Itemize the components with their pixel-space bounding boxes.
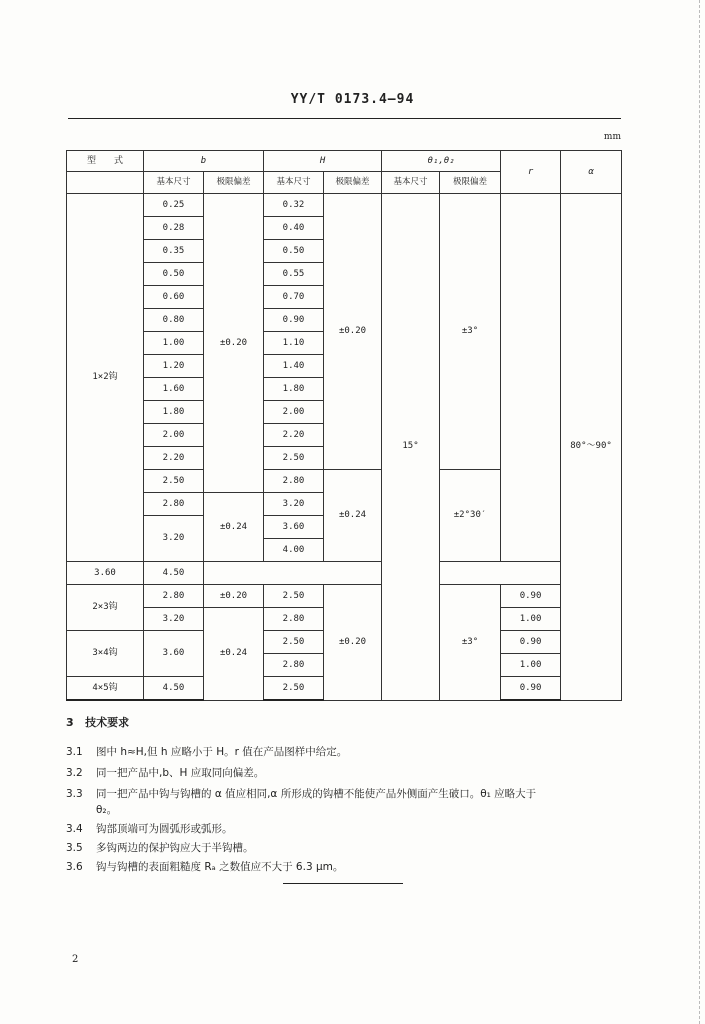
r-blank-cell (501, 194, 561, 562)
requirement-text: θ₂。 (96, 804, 118, 816)
requirement-text: 钩部顶端可为圆弧形或弧形。 (96, 823, 233, 835)
H-tol-cell: ±0.20 (324, 585, 382, 701)
requirement-item (66, 765, 626, 780)
r-cell: 0.90 (501, 677, 561, 701)
requirement-item (66, 840, 626, 855)
requirement-text: 多钩两边的保护钩应大于半钩槽。 (96, 842, 254, 854)
H-cell: 2.00 (264, 401, 324, 424)
col-r-header: r (501, 151, 561, 194)
H-cell: 2.80 (264, 470, 324, 493)
requirement-text: 钩与钩槽的表面粗糙度 Rₐ 之数值应不大于 6.3 μm。 (96, 861, 344, 873)
requirement-number: 3.4 (66, 823, 83, 835)
H-cell: 1.10 (264, 332, 324, 355)
b-cell: 0.28 (144, 217, 204, 240)
unit-label: mm (603, 132, 621, 142)
theta-tol-cell: ±3° (440, 194, 501, 470)
b-cell: 3.60 (67, 562, 144, 585)
H-cell: 2.20 (264, 424, 324, 447)
section-number: 3 (66, 716, 74, 729)
col-H-header: H (264, 151, 382, 172)
col-theta-header: θ₁,θ₂ (382, 151, 501, 172)
header-rule (68, 118, 621, 119)
H-cell: 4.50 (144, 562, 204, 585)
b-cell: 3.60 (144, 631, 204, 677)
col-type-header: 型 式 (67, 151, 144, 172)
group-label: 2×3钩 (67, 585, 144, 631)
theta-basic-cell: 15° (382, 194, 440, 701)
alpha-cell: 80°～90° (561, 194, 622, 701)
dimension-table (66, 150, 622, 701)
H-tol-cell: ±0.20 (324, 194, 382, 470)
b-cell: 1.00 (144, 332, 204, 355)
group-label: 3×4钩 (67, 631, 144, 677)
b-cell: 4.50 (144, 677, 204, 701)
requirement-text: 同一把产品中,b、H 应取同向偏差。 (96, 767, 265, 779)
H-cell: 0.40 (264, 217, 324, 240)
r-cell: 1.00 (501, 608, 561, 631)
theta-tol-cell: ±2°30′ (440, 470, 501, 562)
requirement-item (66, 859, 626, 874)
group-label: 4×5钩 (67, 677, 144, 701)
page-number: 2 (72, 954, 79, 965)
H-cell: 3.20 (264, 493, 324, 516)
end-rule (283, 883, 403, 884)
H-cell: 2.50 (264, 585, 324, 608)
b-tol-cell: ±0.20 (204, 194, 264, 493)
H-cell: 4.00 (264, 539, 324, 562)
b-cell: 1.20 (144, 355, 204, 378)
standard-header: YY/T 0173.4—94 (290, 92, 415, 107)
col-alpha-header: α (561, 151, 622, 194)
theta-tol-header: 极限偏差 (440, 172, 501, 194)
b-tol-cell: ±0.24 (204, 493, 264, 562)
H-tol-header: 极限偏差 (324, 172, 382, 194)
H-cell: 0.70 (264, 286, 324, 309)
H-cell: 2.50 (264, 677, 324, 701)
requirement-text: 图中 h≈H,但 h 应略小于 H。r 值在产品图样中给定。 (96, 746, 348, 758)
H-cell: 2.50 (264, 631, 324, 654)
b-cell: 3.20 (144, 516, 204, 562)
col-b-header: b (144, 151, 264, 172)
requirement-item (66, 821, 626, 836)
theta-basic-header: 基本尺寸 (382, 172, 440, 194)
scan-edge-line (699, 0, 701, 1024)
r-cell: 0.90 (501, 585, 561, 608)
requirement-item (66, 786, 626, 801)
requirement-item (66, 802, 626, 817)
b-cell: 2.00 (144, 424, 204, 447)
H-cell: 2.50 (264, 447, 324, 470)
blank-cell (67, 172, 144, 194)
b-cell: 3.20 (144, 608, 204, 631)
requirement-number: 3.3 (66, 788, 83, 800)
b-basic-header: 基本尺寸 (144, 172, 204, 194)
b-cell: 0.60 (144, 286, 204, 309)
group-label: 1×2钩 (67, 194, 144, 562)
requirement-text: 同一把产品中钩与钩槽的 α 值应相同,α 所形成的钩槽不能使产品外侧面产生破口。θ₁ 应略大于 (96, 788, 537, 800)
b-cell: 0.80 (144, 309, 204, 332)
H-cell: 1.40 (264, 355, 324, 378)
H-cell: 2.80 (264, 654, 324, 677)
H-tol-cell: ±0.24 (324, 470, 382, 562)
r-cell: 0.90 (501, 631, 561, 654)
b-cell: 1.60 (144, 378, 204, 401)
theta-tol-cell: ±3° (440, 585, 501, 701)
requirement-number: 3.1 (66, 746, 83, 758)
H-cell: 0.32 (264, 194, 324, 217)
requirement-number: 3.2 (66, 767, 83, 779)
H-cell: 0.90 (264, 309, 324, 332)
b-cell: 2.50 (144, 470, 204, 493)
requirement-number: 3.5 (66, 842, 83, 854)
H-cell: 3.60 (264, 516, 324, 539)
b-cell: 2.80 (144, 493, 204, 516)
b-cell: 0.35 (144, 240, 204, 263)
b-tol-cell: ±0.20 (204, 585, 264, 608)
H-cell: 1.80 (264, 378, 324, 401)
H-cell: 2.80 (264, 608, 324, 631)
r-cell: 1.00 (501, 654, 561, 677)
H-cell: 0.50 (264, 240, 324, 263)
H-basic-header: 基本尺寸 (264, 172, 324, 194)
requirement-number: 3.6 (66, 861, 83, 873)
b-tol-header: 极限偏差 (204, 172, 264, 194)
b-cell: 2.80 (144, 585, 204, 608)
b-cell: 0.25 (144, 194, 204, 217)
section-heading (66, 714, 129, 730)
b-tol-cell: ±0.24 (204, 608, 264, 701)
requirement-item (66, 744, 626, 759)
section-title: 技术要求 (85, 716, 130, 729)
b-cell: 2.20 (144, 447, 204, 470)
b-cell: 0.50 (144, 263, 204, 286)
H-cell: 0.55 (264, 263, 324, 286)
b-cell: 1.80 (144, 401, 204, 424)
